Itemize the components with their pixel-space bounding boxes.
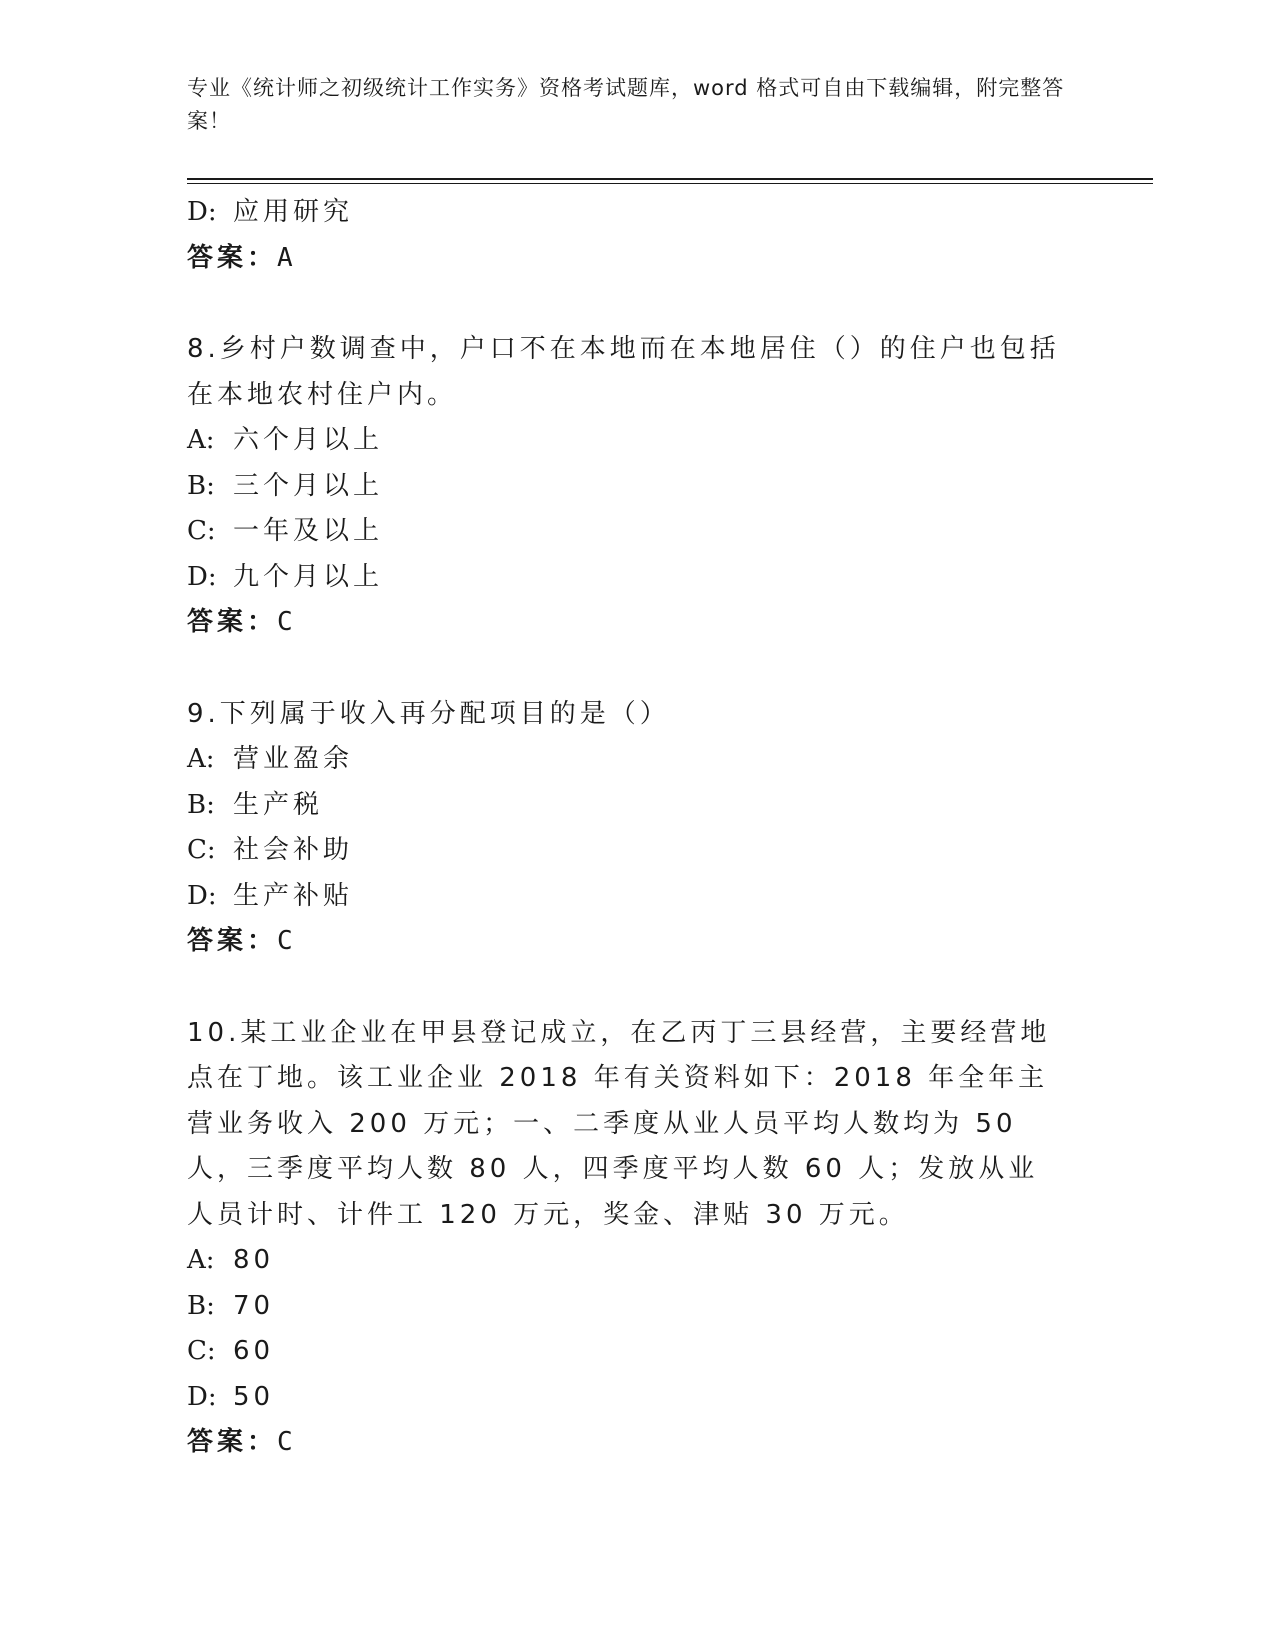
option-text: 三个月以上 <box>233 470 384 501</box>
option-letter: C: <box>187 516 216 546</box>
spacer <box>187 281 1087 327</box>
option-b <box>187 1284 1087 1330</box>
option-text: 60 <box>233 1336 275 1366</box>
option-d <box>187 874 1087 920</box>
answer-label: 答案： <box>187 607 278 637</box>
option-text: 70 <box>233 1290 275 1321</box>
option-a <box>187 418 1087 464</box>
option-letter: D: <box>187 561 217 592</box>
answer-line <box>187 236 1087 282</box>
option-text: 生产税 <box>233 789 324 820</box>
answer-value: C <box>277 926 293 956</box>
option-text: 应用研究 <box>233 197 354 227</box>
option-text: 营业盈余 <box>233 744 354 774</box>
header-divider-thin <box>187 183 1153 184</box>
option-text: 六个月以上 <box>233 425 384 455</box>
question-8-stem: 8.乡村户数调查中，户口不在本地而在本地居住（）的住户也包括在本地农村住户内。 <box>187 334 1060 410</box>
document-header: 专业《统计师之初级统计工作实务》资格考试题库，word 格式可自由下载编辑，附完整答案！ <box>187 76 1065 133</box>
option-text: 一年及以上 <box>233 516 384 546</box>
question-10-stem: 10.某工业企业在甲县登记成立，在乙丙丁三县经营，主要经营地点在丁地。该工业企业 2018 年有关资料如下：2018 年全年主营业务收入 200 万元；一、二季度从业人员平均人数均为 50 人，三季度平均人数 80 人，四季度平均人数 60 人；发放从业人员计时、计件工 120 万元，奖金、津贴 30 万元。 <box>187 1017 1051 1230</box>
option-d <box>187 555 1087 601</box>
option-letter: D: <box>187 1381 217 1412</box>
option-c <box>187 828 1087 874</box>
option-letter: A: <box>187 1245 215 1275</box>
option-letter: D: <box>187 197 217 227</box>
option-letter: B: <box>187 1290 215 1321</box>
answer-line <box>187 1420 1087 1466</box>
option-a <box>187 737 1087 783</box>
spacer <box>187 965 1087 1011</box>
answer-label: 答案： <box>187 1427 278 1457</box>
option-b <box>187 783 1087 829</box>
answer-value: A <box>277 242 293 273</box>
option-c <box>187 509 1087 555</box>
option-letter: A: <box>187 744 215 774</box>
question-9-stem: 9.下列属于收入再分配项目的是（） <box>187 698 670 729</box>
option-text: 生产补贴 <box>233 880 354 911</box>
option-c <box>187 1329 1087 1375</box>
option-letter: B: <box>187 470 215 501</box>
option-text: 80 <box>233 1245 275 1275</box>
option-a <box>187 1238 1087 1284</box>
answer-label: 答案： <box>187 242 278 273</box>
option-letter: A: <box>187 425 215 455</box>
option-text: 社会补助 <box>233 835 354 865</box>
option-letter: B: <box>187 789 215 820</box>
option-text: 九个月以上 <box>233 561 384 592</box>
answer-label: 答案： <box>187 926 278 956</box>
option-d <box>187 1375 1087 1421</box>
spacer <box>187 646 1087 692</box>
option-b <box>187 464 1087 510</box>
answer-line <box>187 600 1087 646</box>
answer-value: C <box>277 1427 293 1457</box>
option-letter: D: <box>187 880 217 911</box>
header-divider-thick <box>187 178 1153 180</box>
option-text: 50 <box>233 1381 275 1412</box>
answer-line <box>187 919 1087 965</box>
option-letter: C: <box>187 835 216 865</box>
option-letter: C: <box>187 1336 216 1366</box>
question-list <box>187 190 1087 1466</box>
option-d <box>187 190 1087 236</box>
answer-value: C <box>277 607 293 637</box>
